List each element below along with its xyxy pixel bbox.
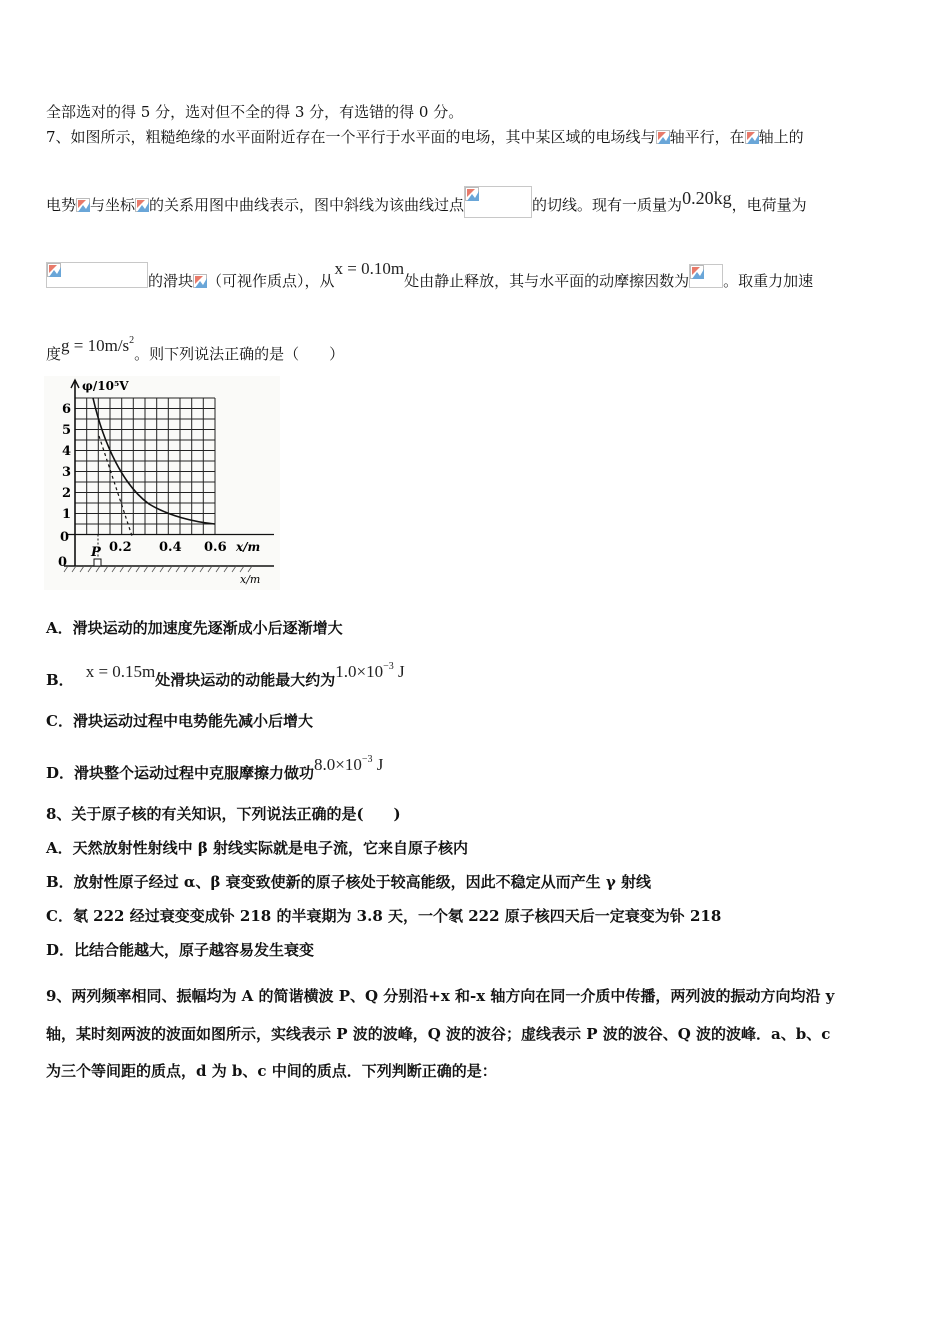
y-axis-label: φ/10⁵V bbox=[82, 379, 129, 393]
x-axis-label-lower: x/m bbox=[240, 573, 261, 586]
q7-option-d-text: D．滑块整个运动过程中克服摩擦力做功 bbox=[46, 764, 315, 782]
potential-graph bbox=[44, 376, 280, 594]
image-placeholder-box bbox=[464, 186, 532, 218]
q7-line2 bbox=[46, 186, 807, 218]
broken-image-icon bbox=[193, 274, 207, 288]
y-tick: 5 bbox=[62, 423, 72, 438]
q7-line2-e: ，电荷量为 bbox=[731, 196, 807, 214]
q8-option-b: B．放射性原子经过 α、β 衰变致使新的原子核处于较高能级，因此不稳定从而产生 γ 射线 bbox=[46, 873, 651, 891]
g-value bbox=[61, 331, 134, 356]
q7-line3-b: （可视作质点），从 bbox=[207, 272, 335, 290]
broken-image-icon bbox=[76, 198, 90, 212]
q7-line2-c: 的关系用图中曲线表示，图中斜线为该曲线过点 bbox=[149, 196, 465, 214]
q7-line2-a: 电势 bbox=[46, 196, 77, 214]
broken-image-icon bbox=[47, 263, 61, 277]
g-value-exponent: 2 bbox=[129, 335, 135, 346]
q7-option-b-mantissa: 1.0×10 bbox=[335, 662, 384, 681]
q9-line1: 9、两列频率相同、振幅均为 A 的简谐横波 P、Q 分别沿+x 和-x 轴方向在同一介质中传播，两列波的振动方向均沿 y bbox=[46, 987, 835, 1005]
y-tick: 0 bbox=[60, 530, 70, 545]
y-tick: 6 bbox=[62, 402, 72, 417]
q7-line3-d: 。取重力加速 bbox=[723, 272, 814, 290]
q8-stem: 8、关于原子核的有关知识，下列说法正确的是( ) bbox=[46, 805, 401, 823]
broken-image-icon bbox=[135, 198, 149, 212]
intro-line: 全部选对的得 5 分，选对但不全的得 3 分，有选错的得 0 分。 bbox=[46, 103, 464, 121]
q7-line4-a: 度 bbox=[46, 345, 62, 363]
q7-line4 bbox=[46, 335, 345, 364]
broken-image-icon bbox=[690, 265, 704, 279]
q8-option-d: D．比结合能越大，原子越容易发生衰变 bbox=[46, 941, 315, 959]
q7-line1-a: 7、如图所示，粗糙绝缘的水平面附近存在一个平行于水平面的电场，其中某区域的电场线与 bbox=[46, 128, 656, 146]
x0-value: x = 0.10m bbox=[334, 259, 405, 278]
broken-image-icon bbox=[745, 130, 759, 144]
q7-option-a: A．滑块运动的加速度先逐渐成小后逐渐增大 bbox=[46, 619, 343, 637]
q7-option-b-text: 处滑块运动的动能最大约为 bbox=[155, 671, 336, 689]
x-tick: 0.4 bbox=[159, 540, 182, 555]
y-tick: 2 bbox=[62, 486, 72, 501]
slider-block bbox=[94, 559, 101, 566]
point-p-label: P bbox=[91, 545, 101, 560]
x-tick: 0.6 bbox=[204, 540, 227, 555]
q7-option-d-exponent: −3 bbox=[361, 754, 373, 765]
q7-option-b-value bbox=[335, 657, 404, 682]
q7-option-b-x: x = 0.15m bbox=[85, 662, 156, 681]
y-tick: 4 bbox=[62, 444, 72, 459]
q8-option-a: A．天然放射性射线中 β 射线实际就是电子流，它来自原子核内 bbox=[46, 839, 469, 857]
x-tick: 0.2 bbox=[109, 540, 132, 555]
broken-image-icon bbox=[465, 187, 479, 201]
q7-option-b-exponent: −3 bbox=[383, 661, 394, 672]
q7-line1 bbox=[46, 127, 804, 147]
q7-line1-b: 轴平行，在 bbox=[669, 128, 745, 146]
q9-line3: 为三个等间距的质点，d 为 b、c 中间的质点．下列判断正确的是： bbox=[46, 1062, 497, 1080]
q7-option-b-label: B． bbox=[46, 671, 74, 689]
q7-option-d-unit: J bbox=[372, 755, 384, 774]
q7-option-b bbox=[46, 661, 405, 690]
q7-option-d bbox=[46, 754, 384, 783]
broken-image-icon bbox=[656, 130, 670, 144]
q7-option-d-value bbox=[314, 750, 383, 775]
q9-line2: 轴，某时刻两波的波面如图所示，实线表示 P 波的波峰，Q 波的波谷；虚线表示 P 波的波谷、Q 波的波峰．a、b、c bbox=[46, 1025, 831, 1043]
q7-line2-d: 的切线。现有一质量为 bbox=[532, 196, 683, 214]
q7-line3 bbox=[46, 259, 814, 291]
image-placeholder-box bbox=[689, 264, 723, 288]
q7-option-d-mantissa: 8.0×10 bbox=[314, 755, 362, 774]
q7-line3-a: 的滑块 bbox=[148, 272, 194, 290]
q8-option-c: C．氡 222 经过衰变变成钋 218 的半衰期为 3.8 天，一个氡 222 原子核四天后一定衰变为钋 218 bbox=[46, 907, 722, 925]
q7-option-b-unit: J bbox=[393, 662, 405, 681]
y-tick: 3 bbox=[62, 465, 72, 480]
image-placeholder-box bbox=[46, 262, 148, 288]
q7-line3-c: 处由静止释放，其与水平面的动摩擦因数为 bbox=[404, 272, 690, 290]
q7-line1-c: 轴上的 bbox=[758, 128, 804, 146]
g-value-base: g = 10m/s bbox=[61, 336, 130, 355]
q7-line2-b: 与坐标 bbox=[90, 196, 136, 214]
q7-line4-b: 。则下列说法正确的是（ ） bbox=[134, 345, 345, 363]
y-tick: 1 bbox=[62, 507, 72, 522]
origin-label: 0 bbox=[58, 555, 68, 570]
q7-option-c: C．滑块运动过程中电势能先减小后增大 bbox=[46, 712, 313, 730]
mass-value: 0.20kg bbox=[682, 188, 732, 208]
potential-graph-svg bbox=[44, 376, 280, 590]
x-axis-label: x/m bbox=[236, 540, 261, 554]
